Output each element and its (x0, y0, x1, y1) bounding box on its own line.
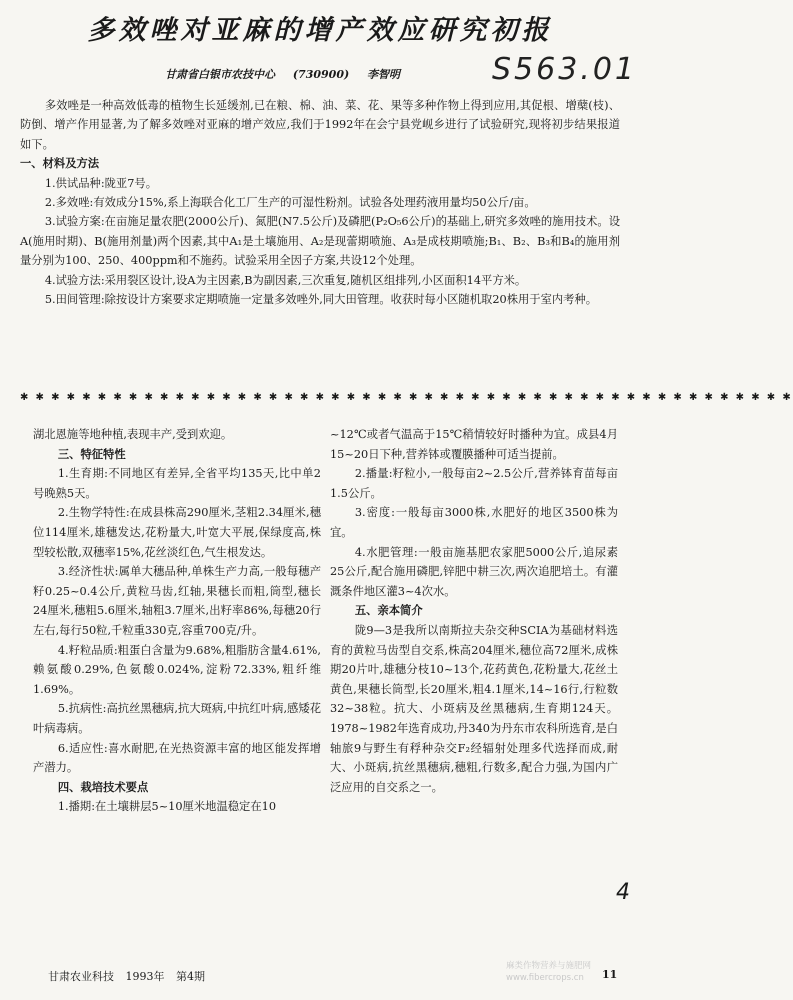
intro-block (20, 96, 620, 309)
journal-issue: 第4期 (176, 970, 205, 983)
trait-item: 3.经济性状:属单大穗品种,单株生产力高,一般每穗产籽0.25~0.4公斤,黄粒马齿,红轴,果穗长而粗,筒型,穗长24厘米,穗粗5.6厘米,轴粗3.7厘米,出籽率86%,每穗20行左右,每行50粒,千粒重330克,容重700克/升。 (33, 565, 321, 637)
section-heading: 三、特征特性 (57, 446, 126, 461)
section-divider: ✱ ✱ ✱ ✱ ✱ ✱ ✱ ✱ ✱ ✱ ✱ ✱ ✱ ✱ ✱ ✱ ✱ ✱ ✱ ✱ ✱ ✱ ✱ ✱ ✱ ✱ ✱ ✱ ✱ ✱ ✱ ✱ ✱ ✱ ✱ ✱ ✱ ✱ ✱ ✱ ✱ ✱ ✱ ✱ ✱ ✱ ✱ ✱ ✱ ✱ (20, 392, 793, 403)
cultivation-item: 4.水肥管理:一般亩施基肥农家肥5000公斤,追尿素25公斤,配合施用磷肥,锌肥中耕三次,两次追肥培土。有灌溉条件地区灌3~4次水。 (330, 545, 618, 598)
trait-item: 2.生物学特性:在成县株高290厘米,茎粗2.34厘米,穗位114厘米,雄穗发达,花粉量大,叶宽大平展,保绿度高,株型较松散,双穗率15%,花丝淡红色,气生根发达。 (33, 506, 321, 559)
trait-item: 5.抗病性:高抗丝黑穗病,抗大斑病,中抗红叶病,感矮花叶病毒病。 (33, 702, 321, 735)
method-item: 5.田间管理:除按设计方案要求定期喷施一定量多效唑外,同大田管理。收获时每小区随机取20株用于室内考种。 (44, 293, 598, 307)
byline (165, 66, 414, 82)
page-number: 11 (602, 968, 618, 981)
section-heading: 五、亲本简介 (354, 603, 423, 618)
method-item: 4.试验方法:采用裂区设计,设A为主因素,B为副因素,三次重复,随机区组排列,小区面积14平方米。 (44, 273, 527, 287)
trait-item: 4.籽粒品质:粗蛋白含量为9.68%,粗脂肪含量4.61%,赖氨酸0.29%,色氨酸0.024%,淀粉72.33%,粗纤维1.69%。 (33, 643, 321, 696)
section-heading: 四、栽培技术要点 (57, 779, 149, 794)
journal-name: 甘肃农业科技 (48, 970, 114, 983)
parent-description: 陇9—3是我所以南斯拉夫杂交种SCIA为基础材料选育的黄粒马齿型自交系,株高204厘米,穗位高72厘米,成株期20片叶,雄穗分枝10~13个,花药黄色,花粉量大,花丝土黄色,果穗长筒型,长20厘米,粗4.1厘米,14~16行,行粒数32~38粒。抗大、小斑病及丝黑穗病,生育期124天。1978~1982年选育成功,丹340为丹东市农科所选育,是白轴旅9与野生有稃种杂交F₂经辐射处理多代选择而成,耐大、小斑病,抗丝黑穗病,穗粗,行数多,配合力强,为国内广泛应用的自交系之一。 (330, 623, 618, 794)
method-item: 1.供试品种:陇亚7号。 (44, 176, 158, 190)
handwritten-page-mark: 4 (616, 880, 630, 905)
cultivation-item: 2.播量:籽粒小,一般每亩2~2.5公斤,营养钵育苗每亩1.5公斤。 (330, 467, 618, 500)
trait-item: 1.生育期:不同地区有差异,全省平均135天,比中单2号晚熟5天。 (33, 467, 321, 500)
postcode: (730900) (292, 68, 350, 81)
left-column (33, 425, 321, 817)
cultivation-item: 3.密度:一般每亩3000株,水肥好的地区3500株为宜。 (330, 506, 618, 539)
continued-text: 湖北恩施等地种植,表现丰产,受到欢迎。 (33, 428, 233, 441)
abstract-paragraph: 多效唑是一种高效低毒的植物生长延缓剂,已在粮、棉、油、菜、花、果等多种作物上得到应用,其促根、增蘖(枝)、防倒、增产作用显著,为了解多效唑对亚麻的增产效应,我们于1992年在会宁县党岘乡进行了试验研究,现将初步结果报道如下。 (20, 99, 620, 151)
trait-item: 6.适应性:喜水耐肥,在光热资源丰富的地区能发挥增产潜力。 (33, 741, 321, 775)
article-title: 多效唑对亚麻的增产效应研究初报 (87, 15, 553, 46)
site-watermark: 麻类作物营养与施肥网 www.fibercrops.cn (506, 961, 592, 983)
cultivation-item: 1.播期:在土壤耕层5~10厘米地温稳定在10 (57, 800, 277, 814)
method-item: 3.试验方案:在亩施足量农肥(2000公斤)、氮肥(N7.5公斤)及磷肥(P₂O₅6公斤)的基础上,研究多效唑的施用技术。设A(施用时期)、B(施用剂量)两个因素,其中A₁是土壤施用、A₂是现蕾期喷施、A₃是成枝期喷施;B₁、B₂、B₃和B₄的施用剂量分别为100、250、400ppm和不施药。试验采用全因子方案,共设12个处理。 (20, 215, 620, 268)
section-heading: 一、材料及方法 (20, 156, 100, 171)
method-item: 2.多效唑:有效成分15%,系上海联合化工厂生产的可湿性粉剂。试验各处理药液用量均50公斤/亩。 (44, 196, 536, 210)
journal-year: 1993年 (125, 970, 165, 983)
right-column (330, 425, 618, 797)
handwritten-classification: S563.01 (492, 52, 638, 87)
journal-footer (48, 968, 205, 984)
continued-text: ~12℃或者气温高于15℃稍情较好时播种为宜。成县4月15~20日下种,营养钵或覆膜播种可适当提前。 (330, 428, 618, 461)
author: 李智明 (367, 68, 401, 81)
affiliation: 甘肃省白银市农技中心 (165, 68, 275, 81)
